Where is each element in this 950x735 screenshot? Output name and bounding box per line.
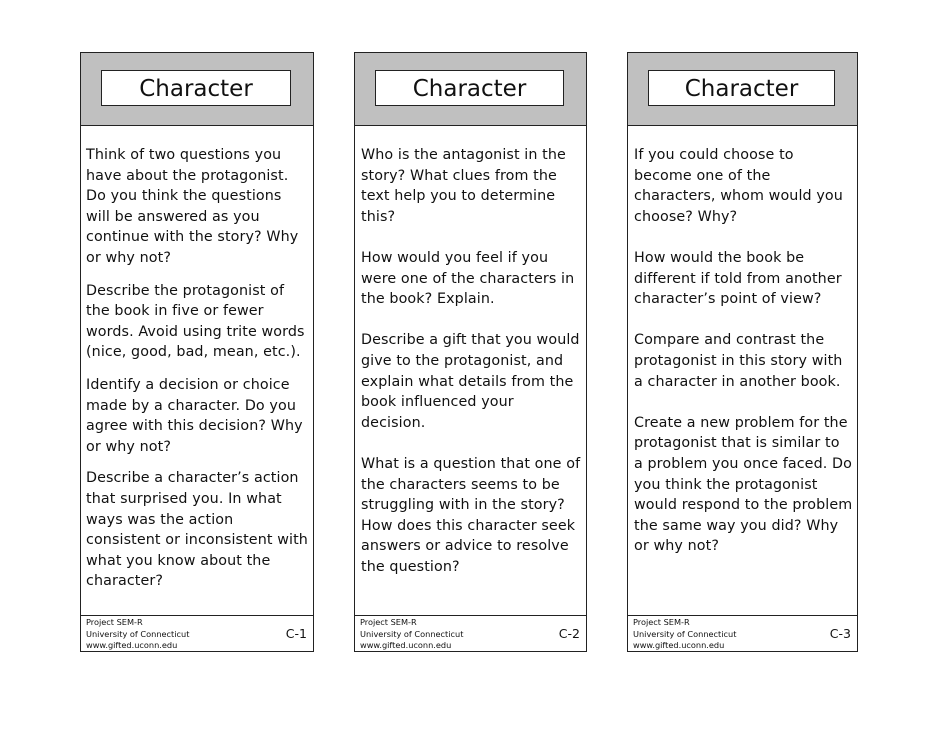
card-title: Character: [101, 70, 291, 106]
question-paragraph: Think of two questions you have about the protagonist. Do you think the questions will be answered as you continue with the story? Why or why not?: [86, 147, 299, 266]
card-code: C-2: [558, 626, 580, 641]
bookmark-card-2: [354, 52, 587, 652]
question-paragraph: What is a question that one of the characters seems to be struggling with in the story? How does this character seek answers or advice to resolve the question?: [361, 455, 581, 575]
footer-university: University of Connecticut: [633, 628, 737, 639]
footer-website: www.gifted.uconn.edu: [360, 640, 452, 650]
card-code: C-3: [829, 626, 851, 641]
card-code: C-1: [285, 626, 307, 641]
question-paragraph: How would you feel if you were one of the characters in the book? Explain.: [361, 249, 575, 308]
card-header: [81, 53, 313, 126]
card-footer: [81, 615, 313, 651]
card-body: [86, 145, 309, 592]
footer-website: www.gifted.uconn.edu: [86, 640, 178, 650]
question-paragraph: Describe a gift that you would give to the protagonist, and explain what details from the book influenced your decision.: [361, 332, 580, 431]
question-paragraph: Create a new problem for the protagonist that is similar to a problem you once faced. Do you think the protagonist would respond to the problem the same way you did? Why or why not?: [634, 414, 853, 555]
question-paragraph: Who is the antagonist in the story? What clues from the text help you to determine this?: [361, 147, 566, 225]
footer-university: University of Connecticut: [86, 628, 190, 639]
question-paragraph: How would the book be different if told from another character’s point of view?: [634, 249, 842, 308]
question-paragraph: Identify a decision or choice made by a character. Do you agree with this decision? Why or why not?: [86, 376, 303, 455]
footer-credits: [360, 617, 463, 652]
footer-project: Project SEM-R: [86, 617, 143, 627]
card-title: Character: [375, 70, 564, 106]
card-header: [355, 53, 586, 126]
footer-project: Project SEM-R: [633, 617, 690, 627]
question-paragraph: Describe the protagonist of the book in five or fewer words. Avoid using trite words (nice, good, bad, mean, etc.).: [86, 282, 305, 361]
footer-credits: [86, 617, 189, 652]
footer-website: www.gifted.uconn.edu: [633, 640, 725, 650]
footer-project: Project SEM-R: [360, 617, 417, 627]
card-body: [361, 145, 582, 577]
bookmark-card-3: [627, 52, 858, 652]
footer-credits: [633, 617, 736, 652]
card-header: [628, 53, 857, 126]
card-title: Character: [648, 70, 835, 106]
question-paragraph: Compare and contrast the protagonist in this story with a character in another book.: [634, 332, 843, 390]
card-body: [634, 145, 853, 557]
question-paragraph: Describe a character’s action that surprised you. In what ways was the action consistent or inconsistent with what you know about the character?: [86, 470, 308, 590]
card-footer: [628, 615, 857, 651]
card-footer: [355, 615, 586, 651]
bookmark-card-1: [80, 52, 314, 652]
question-paragraph: If you could choose to become one of the characters, whom would you choose? Why?: [634, 147, 843, 225]
footer-university: University of Connecticut: [360, 628, 464, 639]
